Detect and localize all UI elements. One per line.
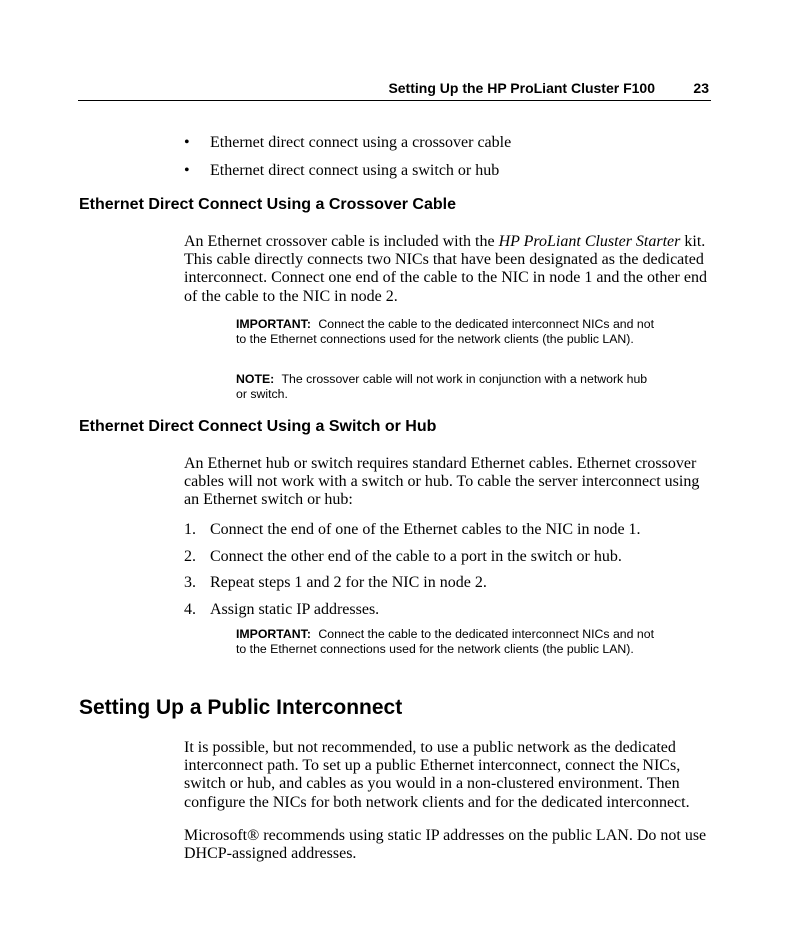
public-paragraph-1: It is possible, but not recommended, to use a public network as the dedicated interconnect path. To set up a public Ethernet interconnect, connect the NICs, switch or hub, and cables as you would in a non-clustered environment. Then configure the NICs for both network clients and for the dedicated interconnect. (184, 739, 690, 811)
crossover-paragraph (184, 233, 714, 306)
step-number: 3. (184, 574, 196, 592)
switch-heading: Ethernet Direct Connect Using a Switch or Hub (79, 418, 437, 435)
list-item (184, 161, 511, 189)
switch-paragraph: An Ethernet hub or switch requires standard Ethernet cables. Ethernet crossover cables will not work with a switch or hub. To cable the server interconnect using an Ethernet switch or hub: (184, 455, 700, 509)
crossover-para-end: kit. This cable directly connects two NICs that have been designated as the dedicated interconnect. Connect one end of the cable to the NIC in node 1 and the other end of the cable to the NIC in node 2. (184, 233, 707, 305)
important-text: Connect the cable to the dedicated interconnect NICs and not to the Ethernet connections used for the network clients (the public LAN). (236, 317, 654, 346)
note-callout (236, 372, 656, 402)
step-item (184, 573, 641, 600)
list-item-text: Ethernet direct connect using a crossover cable (210, 134, 512, 151)
public-interconnect-heading: Setting Up a Public Interconnect (79, 696, 403, 719)
crossover-heading: Ethernet Direct Connect Using a Crossover Cable (79, 196, 456, 213)
important-callout (236, 317, 656, 347)
crossover-para-start: An Ethernet crossover cable is included with the (184, 233, 499, 250)
step-text: Connect the other end of the cable to a port in the switch or hub. (210, 547, 622, 565)
public-paragraph-2: Microsoft® recommends using static IP addresses on the public LAN. Do not use DHCP-assigned addresses. (184, 827, 707, 863)
note-text: The crossover cable will not work in conjunction with a network hub or switch. (236, 372, 648, 401)
important-text: Connect the cable to the dedicated interconnect NICs and not to the Ethernet connections used for the network clients (the public LAN). (236, 627, 654, 656)
important-label: IMPORTANT: (236, 627, 311, 641)
step-item (184, 600, 641, 627)
step-number: 2. (184, 547, 196, 565)
step-number: 1. (184, 521, 196, 538)
list-item (184, 133, 511, 161)
step-text: Assign static IP addresses. (210, 600, 380, 618)
important-label: IMPORTANT: (236, 317, 311, 331)
step-item (184, 547, 641, 574)
bullet-marker: • (184, 162, 190, 179)
step-number: 4. (184, 600, 196, 618)
step-item (184, 520, 641, 547)
page-number: 23 (693, 80, 709, 96)
cabling-steps-list (184, 520, 641, 626)
bullet-marker: • (184, 134, 190, 151)
product-name-italic: HP ProLiant Cluster Starter (498, 233, 681, 250)
step-text: Connect the end of one of the Ethernet cables to the NIC in node 1. (210, 521, 641, 538)
connection-options-list (184, 133, 511, 189)
header-title: Setting Up the HP ProLiant Cluster F100 (388, 80, 655, 96)
important-callout (236, 627, 656, 657)
running-header (78, 80, 711, 101)
step-text: Repeat steps 1 and 2 for the NIC in node 2. (210, 574, 487, 592)
list-item-text: Ethernet direct connect using a switch or hub (210, 162, 500, 179)
note-label: NOTE: (236, 372, 275, 386)
